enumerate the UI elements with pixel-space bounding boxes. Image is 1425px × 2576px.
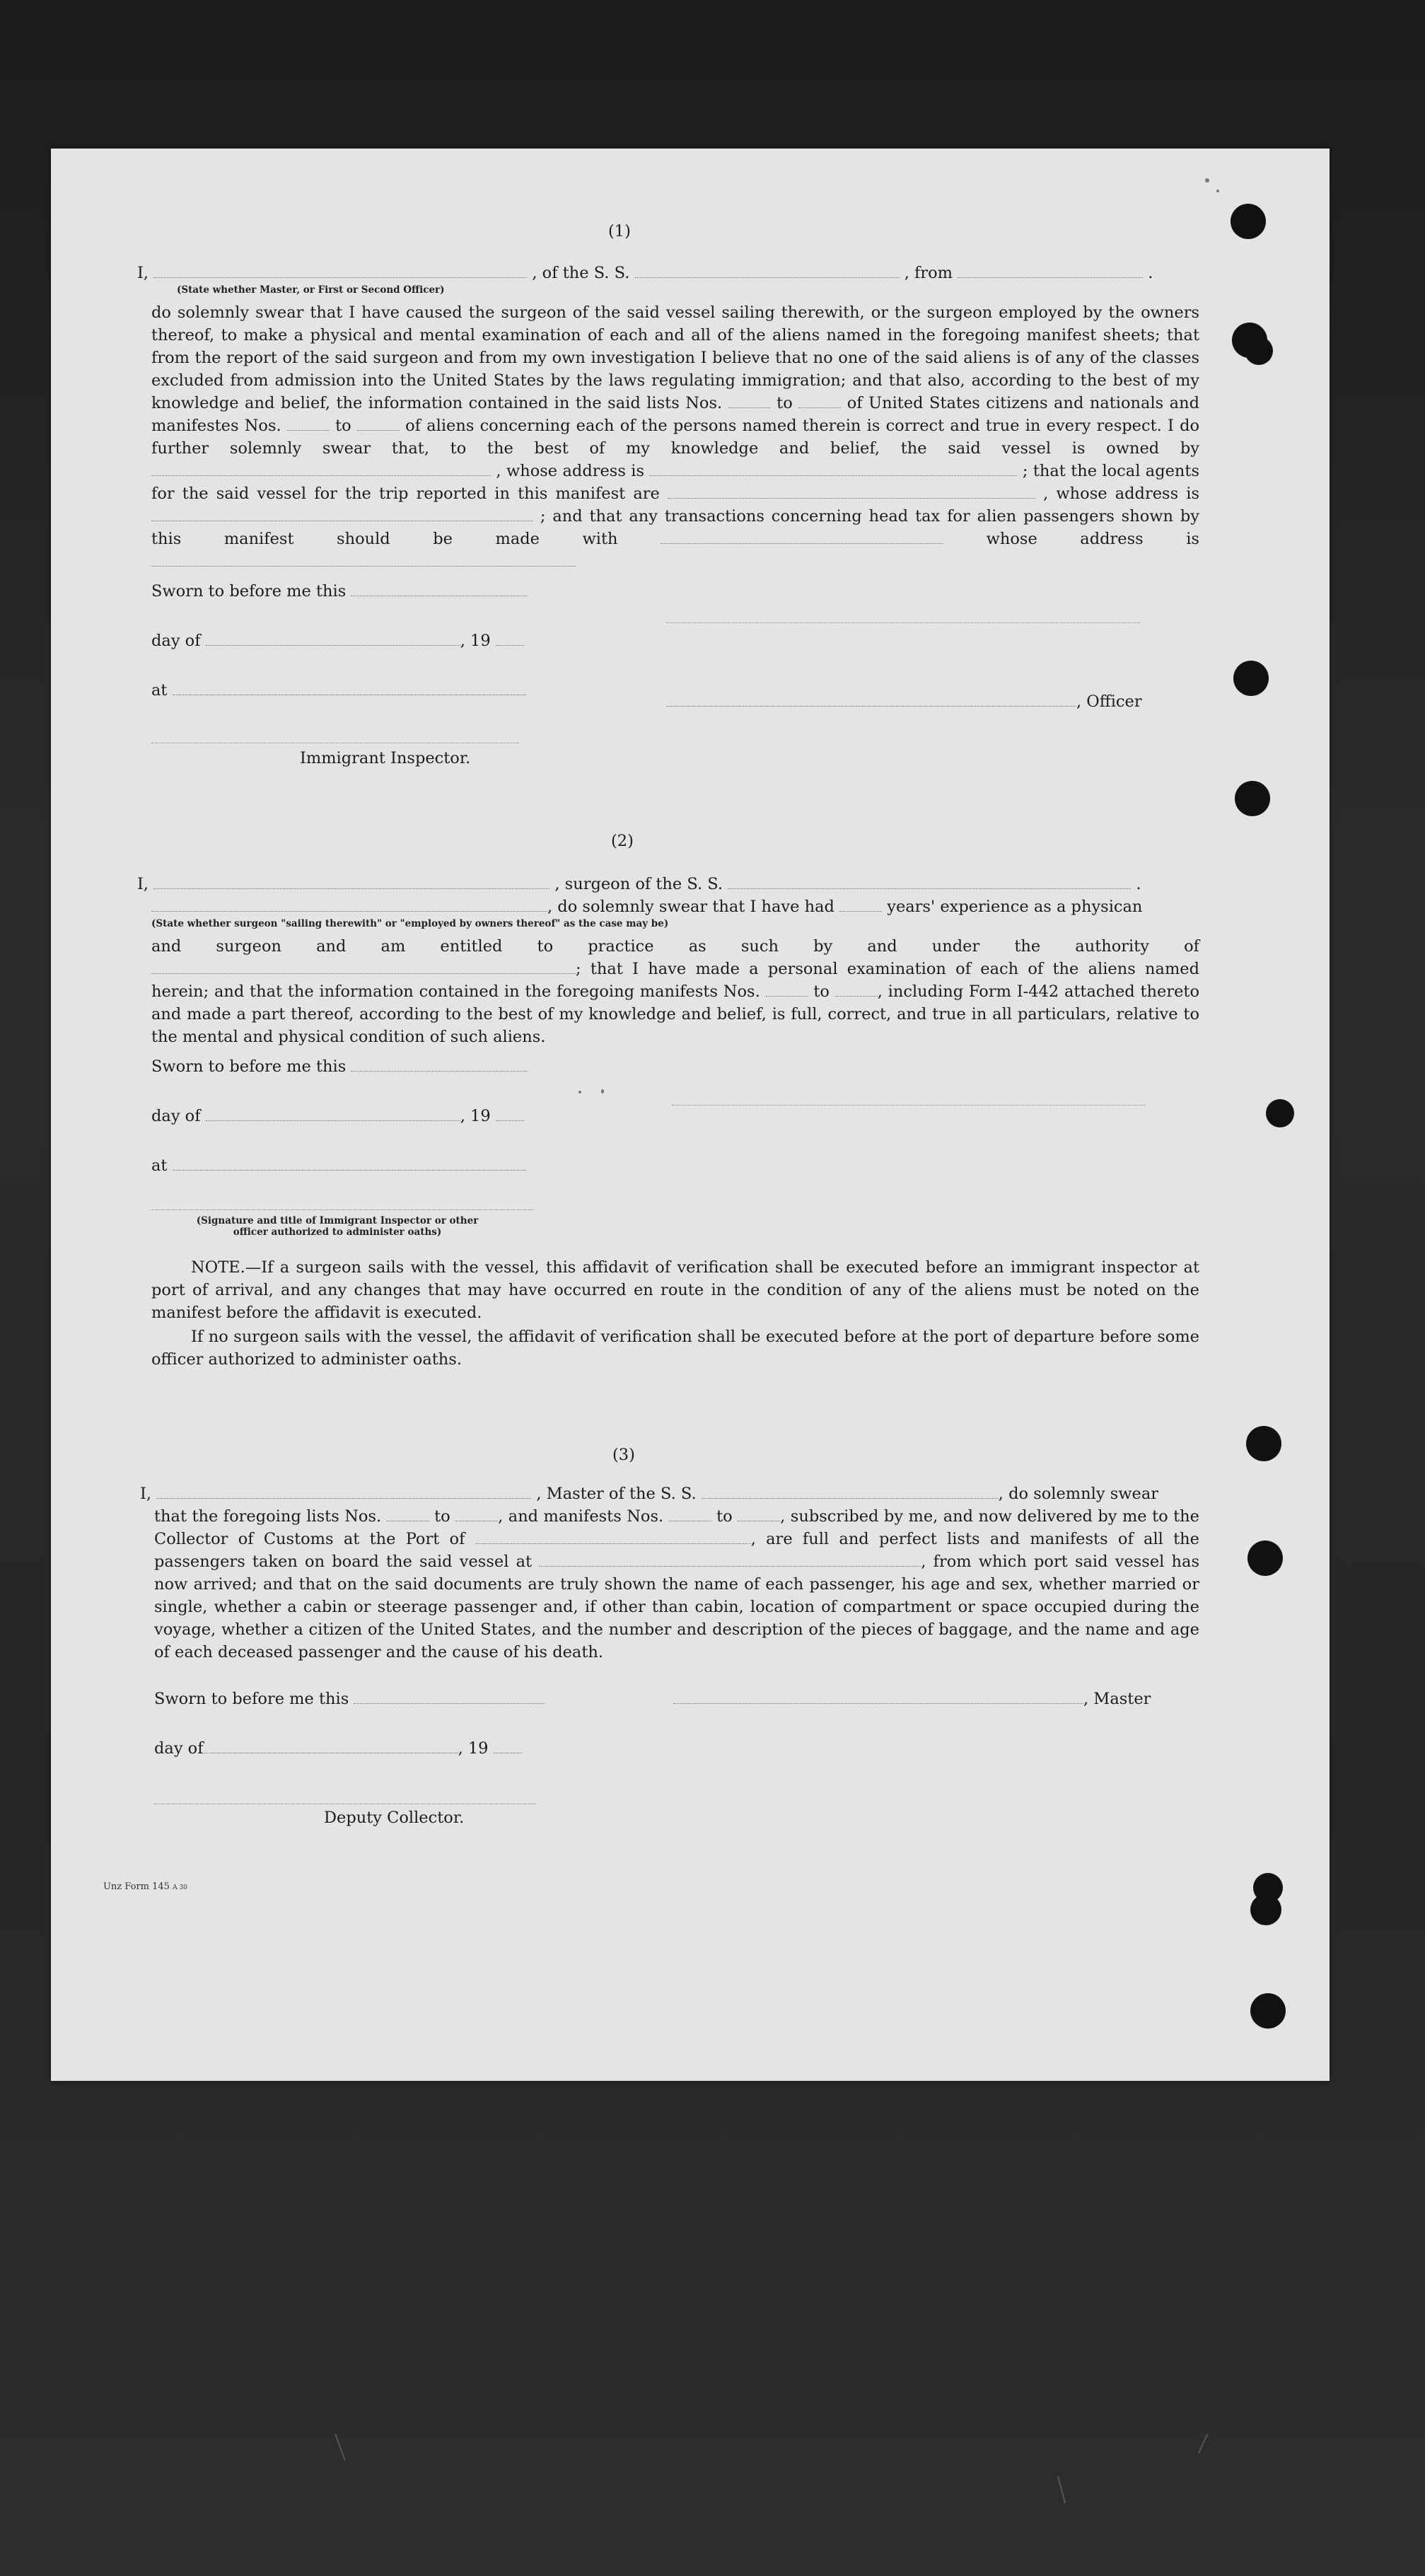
section-2-line-2 xyxy=(151,895,1142,918)
section-1-line-end: . xyxy=(1148,264,1153,282)
surgeon-note xyxy=(151,1256,1199,1324)
citizen-list-from-field[interactable] xyxy=(728,392,771,408)
embarkation-port-field[interactable] xyxy=(539,1550,921,1567)
year-label: , 19 xyxy=(460,632,491,650)
manifest-to-field[interactable] xyxy=(357,414,400,431)
swear-had-label: , do solemnly swear that I have had xyxy=(547,898,834,916)
note-2-text: If no surgeon sails with the vessel, the affidavit of verification shall be executed before at the port of departure before some officer authorized to administer oaths. xyxy=(151,1328,1199,1369)
section-2-line-end: . xyxy=(1136,875,1141,893)
year-field[interactable] xyxy=(496,630,524,646)
vessel-name-field[interactable] xyxy=(635,262,900,278)
section-2-prefix: I, xyxy=(137,875,149,893)
master-label: , Master xyxy=(1083,1690,1151,1708)
arrival-port-field[interactable] xyxy=(475,1528,751,1544)
punch-hole-icon xyxy=(1266,1099,1294,1127)
section-1-prefix: I, xyxy=(137,264,149,282)
section-3-day-line xyxy=(154,1737,522,1760)
punch-hole-icon xyxy=(1245,337,1273,365)
deputy-collector-label: Deputy Collector. xyxy=(324,1809,465,1827)
immigrant-inspector-label: Immigrant Inspector. xyxy=(300,749,471,767)
section-2-manifest-to-field[interactable] xyxy=(835,980,878,997)
section-3-year-field[interactable] xyxy=(494,1737,522,1753)
master-signature-line xyxy=(673,1688,1151,1710)
section-3-day-of-field[interactable] xyxy=(204,1737,458,1753)
oath-text-g: ; and that any transactions concerning head tax for alien passengers shown by this manifest should be made with xyxy=(151,507,1199,548)
officer-line xyxy=(666,690,1142,713)
section-2-line-1 xyxy=(137,873,1141,895)
signature-caption-line-2: officer authorized to administer oaths) xyxy=(233,1226,442,1238)
punch-hole-icon xyxy=(1247,1541,1283,1576)
section-3-list-from-field[interactable] xyxy=(387,1505,429,1521)
local-agents-field[interactable] xyxy=(668,482,1035,499)
citizen-list-to-field[interactable] xyxy=(798,392,841,408)
vessel-owner-field[interactable] xyxy=(151,460,491,476)
years-experience-label: years' experience as a physican xyxy=(887,898,1143,916)
departure-port-field[interactable] xyxy=(958,262,1143,278)
oath-to2-label: to xyxy=(335,417,351,435)
section-3-day-of-label: day of xyxy=(154,1739,204,1758)
section-2-day-line xyxy=(151,1105,524,1127)
section-3-sworn-line xyxy=(154,1688,545,1710)
sworn-date-field[interactable] xyxy=(351,580,528,596)
punch-hole-icon xyxy=(1250,1894,1281,1925)
punch-hole-icon xyxy=(1250,1993,1286,2029)
surgeon-signature-line[interactable] xyxy=(672,1105,1146,1106)
officer-signature-line[interactable] xyxy=(666,622,1140,623)
scan-speck xyxy=(578,1091,581,1093)
officer-rank-caption: (State whether Master, or First or Second Officer) xyxy=(177,284,445,296)
head-tax-address-field[interactable] xyxy=(151,550,576,567)
section-1-oath-paragraph xyxy=(151,301,1199,573)
solemnly-swear-label: , do solemnly swear xyxy=(998,1485,1158,1503)
section-2-manifest-from-field[interactable] xyxy=(766,980,808,997)
section-3-line-1 xyxy=(140,1483,1158,1505)
scan-speck xyxy=(1205,178,1209,182)
section-3-vessel-field[interactable] xyxy=(702,1483,999,1499)
section-3-sworn-label: Sworn to before me this xyxy=(154,1690,349,1708)
section-3-sworn-date-field[interactable] xyxy=(354,1688,545,1704)
oath-text-e: ; that the local agents for the said vessel for the trip reported in this manifest are xyxy=(151,462,1200,503)
section-3-manifest-from-field[interactable] xyxy=(669,1505,711,1521)
master-name-field[interactable] xyxy=(156,1483,531,1499)
surgeon-status-field[interactable] xyxy=(151,895,547,912)
punch-hole-icon xyxy=(1246,1426,1281,1461)
section-2-at-line xyxy=(151,1154,526,1177)
oath-text-d: , whose address is xyxy=(496,462,645,480)
agents-address-field[interactable] xyxy=(151,505,533,521)
form-code xyxy=(103,1881,187,1892)
section-1-sworn-line xyxy=(151,580,528,603)
section-2-at-label: at xyxy=(151,1156,168,1175)
section-3-manifest-to-field[interactable] xyxy=(738,1505,780,1521)
authority-text: and surgeon and am entitled to practice as such by and under the authority of xyxy=(151,937,1199,956)
oath-text-c: of aliens concerning each of the persons named therein is correct and true in every respect. I do further solemnly swear that, to the best of my knowledge and belief, the said vessel is owned by xyxy=(151,417,1200,458)
punch-hole-icon xyxy=(1233,661,1269,696)
oath-text-a: do solemnly swear that I have caused the surgeon of the said vessel sailing therewith, or the surgeon employed by the owners thereof, to make a physical and mental examination of each and all of the aliens named in the foregoing manifest sheets; that from the report of the said surgeon and from my own investigation I believe that no one of the said aliens is of any of the classes excluded from admission into the United States by the laws regulating immigration; and that also, according to the best of my knowledge and belief, the information contained in the said lists Nos. xyxy=(151,303,1199,412)
at-label: at xyxy=(151,681,168,700)
scan-speck xyxy=(1216,190,1219,192)
authority-end: ; xyxy=(576,960,581,978)
section-2-to-label: to xyxy=(813,982,830,1001)
section-1-ss-label: , of the S. S. xyxy=(532,264,630,282)
oath-text-f: , whose address is xyxy=(1043,485,1200,503)
head-tax-contact-field[interactable] xyxy=(661,528,943,544)
officer-rank-field[interactable] xyxy=(153,262,527,278)
section-3-paragraph xyxy=(154,1505,1199,1664)
oath-text-h: whose address is xyxy=(986,530,1199,548)
punch-hole-icon xyxy=(1235,781,1270,816)
section-2-year-field[interactable] xyxy=(496,1105,524,1121)
documents-text: , from which port said vessel has now arrived; and that on the said documents are truly shown the name of each passenger, his age and sex, whether married or single, whether a cabin or steerage passenger and, if other than cabin, location of compartment or space occupied during the voyage, whether a citizen of the United States, and the number and description of the pieces of baggage, and the name and age of each deceased passenger and the cause of his death. xyxy=(154,1553,1199,1661)
section-2-day-of-field[interactable] xyxy=(206,1105,460,1121)
licensing-authority-field[interactable] xyxy=(151,958,576,974)
section-3-prefix: I, xyxy=(140,1485,152,1503)
manifest-affidavit-page xyxy=(51,149,1330,2081)
years-experience-field[interactable] xyxy=(839,895,882,912)
scan-speck xyxy=(601,1089,604,1093)
form-code-label: Unz Form 145 xyxy=(103,1881,170,1892)
oath-to-label: to xyxy=(777,394,793,412)
signature-caption-line-1: (Signature and title of Immigrant Inspector or other xyxy=(196,1215,479,1226)
punch-hole-icon xyxy=(1231,204,1266,239)
section-2-sworn-line xyxy=(151,1055,528,1078)
section-1-number: (1) xyxy=(608,222,631,240)
sworn-place-field[interactable] xyxy=(173,679,526,695)
owner-address-field[interactable] xyxy=(649,460,1017,476)
section-2-sworn-label: Sworn to before me this xyxy=(151,1057,347,1076)
section-2-vessel-field[interactable] xyxy=(728,873,1131,889)
master-of-ss-label: , Master of the S. S. xyxy=(536,1485,697,1503)
section-1-day-line xyxy=(151,630,524,652)
section-1-at-line xyxy=(151,679,526,702)
section-2-sworn-date-field[interactable] xyxy=(351,1055,528,1072)
section-2-inspector-signature-line[interactable] xyxy=(151,1209,533,1210)
examination-text: that I have made a personal examination of each of the aliens named herein; and that the information contained in the foregoing manifests Nos. xyxy=(151,960,1199,1001)
lists-text: that the foregoing lists Nos. xyxy=(154,1507,382,1526)
section-3-list-to-field[interactable] xyxy=(455,1505,498,1521)
section-2-paragraph xyxy=(151,935,1199,1048)
master-signature-field[interactable] xyxy=(673,1688,1083,1704)
section-3-number: (3) xyxy=(612,1446,635,1464)
section-2-place-field[interactable] xyxy=(173,1154,526,1171)
section-2-year-label: , 19 xyxy=(460,1107,491,1125)
officer-name-field[interactable] xyxy=(666,690,1076,707)
sworn-label: Sworn to before me this xyxy=(151,582,347,601)
no-surgeon-note xyxy=(151,1325,1199,1371)
collector-text: , subscribed by me, and now delivered by me to the Collector of Customs at the Port of xyxy=(154,1507,1199,1548)
section-1-from-label: , from xyxy=(904,264,953,282)
section-3-year-label: , 19 xyxy=(458,1739,489,1758)
day-of-field[interactable] xyxy=(206,630,460,646)
surgeon-of-ss-label: , surgeon of the S. S. xyxy=(554,875,723,893)
manifests-label: , and manifests Nos. xyxy=(498,1507,664,1526)
section-2-day-of-label: day of xyxy=(151,1107,201,1125)
section-3-to-label: to xyxy=(434,1507,450,1526)
surgeon-name-field[interactable] xyxy=(153,873,549,889)
section-2-number: (2) xyxy=(611,832,634,850)
form-code-suffix: A 30 xyxy=(173,1884,187,1891)
passengers-text: , are full and perfect lists and manifests of all the passengers taken on board the said vessel at xyxy=(154,1530,1199,1571)
officer-label: , Officer xyxy=(1076,692,1142,711)
note-1-text: NOTE.—If a surgeon sails with the vessel, this affidavit of verification shall be executed before an immigrant inspector at port of arrival, and any changes that may have occurred en route in the condition of any of the aliens must be noted on the manifest before the affidavit is executed. xyxy=(151,1258,1199,1322)
day-of-label: day of xyxy=(151,632,201,650)
section-1-line-1 xyxy=(137,262,1153,284)
form-i442-text: , including Form I-442 attached thereto and made a part thereof, according to the best of my knowledge and belief, is full, correct, and true in all particulars, relative to the mental and physical condition of such aliens. xyxy=(151,982,1199,1046)
surgeon-status-caption: (State whether surgeon "sailing therewith" or "employed by owners thereof" as the case may be) xyxy=(151,918,669,929)
manifest-from-field[interactable] xyxy=(287,414,330,431)
oath-text-b: of United States citizens and nationals and manifestes Nos. xyxy=(151,394,1199,435)
section-3-to2-label: to xyxy=(716,1507,733,1526)
